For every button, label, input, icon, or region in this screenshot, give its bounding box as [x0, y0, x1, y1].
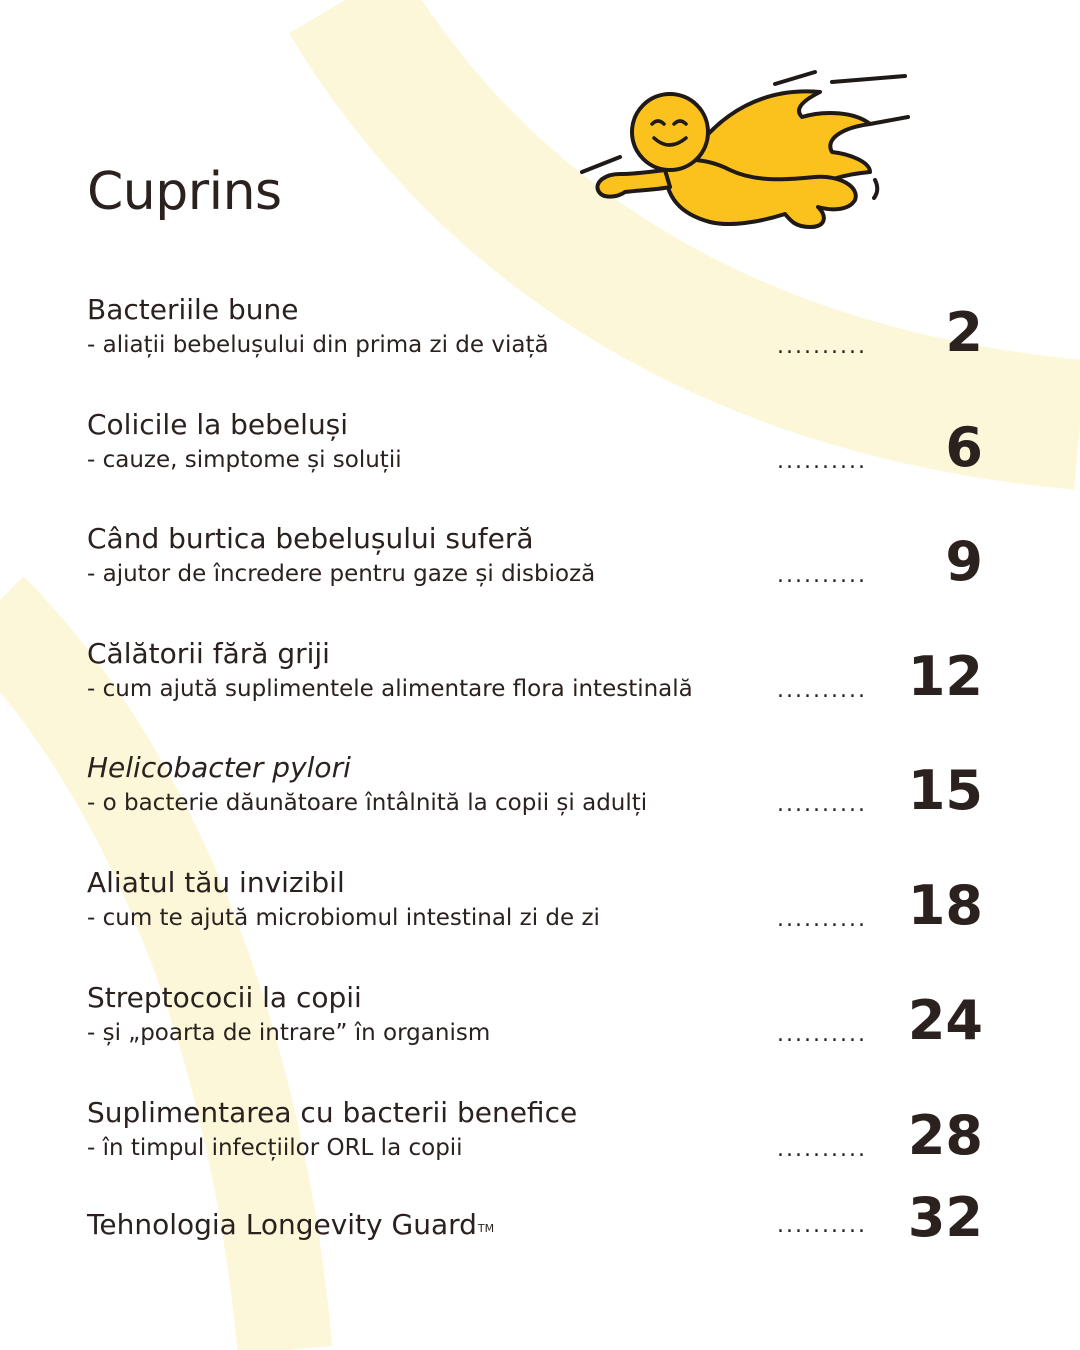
- toc-entry-title: Când burtica bebelușului suferă: [87, 522, 534, 555]
- toc-entry-subtitle: - în timpul infecțiilor ORL la copii: [87, 1135, 463, 1161]
- toc-entry[interactable]: [87, 981, 993, 1061]
- toc-entry-title: Suplimentarea cu bacterii benefice: [87, 1096, 578, 1129]
- toc-entry-page-number: 15: [907, 759, 983, 822]
- toc-entry-subtitle: - cum ajută suplimentele alimentare flora intestinală: [87, 676, 693, 702]
- toc-entry[interactable]: [87, 637, 993, 717]
- toc-entry-subtitle: - cum te ajută microbiomul intestinal zi de zi: [87, 905, 600, 931]
- toc-entry-dot-leader: ..........: [777, 792, 867, 817]
- toc-entry-subtitle: - o bacterie dăunătoare întâlnită la copii și adulți: [87, 790, 648, 816]
- toc-entry-page-number: 24: [907, 989, 983, 1052]
- toc-entry[interactable]: [87, 522, 993, 602]
- toc-entry-title: Aliatul tău invizibil: [87, 866, 345, 899]
- page-title: Cuprins: [87, 162, 282, 222]
- toc-entry[interactable]: [87, 293, 993, 373]
- toc-entry-page-number: 12: [907, 645, 983, 708]
- toc-entry-subtitle: - și „poarta de intrare” în organism: [87, 1020, 491, 1046]
- toc-entry-dot-leader: ..........: [777, 1213, 867, 1238]
- toc-entry-subtitle: - aliații bebelușului din prima zi de viață: [87, 332, 549, 358]
- toc-entry[interactable]: [87, 1096, 993, 1176]
- toc-entry-title: Călătorii fără griji: [87, 637, 330, 670]
- toc-entry-subtitle: - ajutor de încredere pentru gaze și disbioză: [87, 561, 596, 587]
- toc-entry-page-number: 28: [907, 1104, 983, 1167]
- toc-entry-title-text: Tehnologia Longevity Guard: [87, 1208, 477, 1241]
- toc-entry-page-number: 6: [945, 416, 983, 479]
- toc-entry[interactable]: [87, 408, 993, 488]
- toc-entry-title: Helicobacter pylori: [87, 751, 351, 784]
- toc-entry-title: Streptococii la copii: [87, 981, 362, 1014]
- toc-entry-dot-leader: ..........: [777, 907, 867, 932]
- toc-entry-dot-leader: ..........: [777, 449, 867, 474]
- toc-entry-dot-leader: ..........: [777, 334, 867, 359]
- trademark-mark: TM: [477, 1222, 495, 1235]
- toc-entry-dot-leader: ..........: [777, 1137, 867, 1162]
- toc-entry-dot-leader: ..........: [777, 678, 867, 703]
- toc-entry-page-number: 9: [945, 530, 983, 593]
- toc-entry-subtitle: - cauze, simptome și soluții: [87, 447, 402, 473]
- toc-entry-dot-leader: ..........: [777, 1022, 867, 1047]
- toc-entry[interactable]: [87, 866, 993, 946]
- toc-entry-page-number: 18: [907, 874, 983, 937]
- toc-entry-title: [87, 1208, 494, 1242]
- toc-entry-dot-leader: ..........: [777, 563, 867, 588]
- toc-entry-page-number: 32: [907, 1186, 983, 1249]
- toc-entry-title: Colicile la bebeluși: [87, 408, 349, 441]
- toc-entry[interactable]: [87, 1172, 993, 1252]
- toc-entry-page-number: 2: [945, 301, 983, 364]
- toc-entry[interactable]: [87, 751, 993, 831]
- toc-entry-title: Bacteriile bune: [87, 293, 299, 326]
